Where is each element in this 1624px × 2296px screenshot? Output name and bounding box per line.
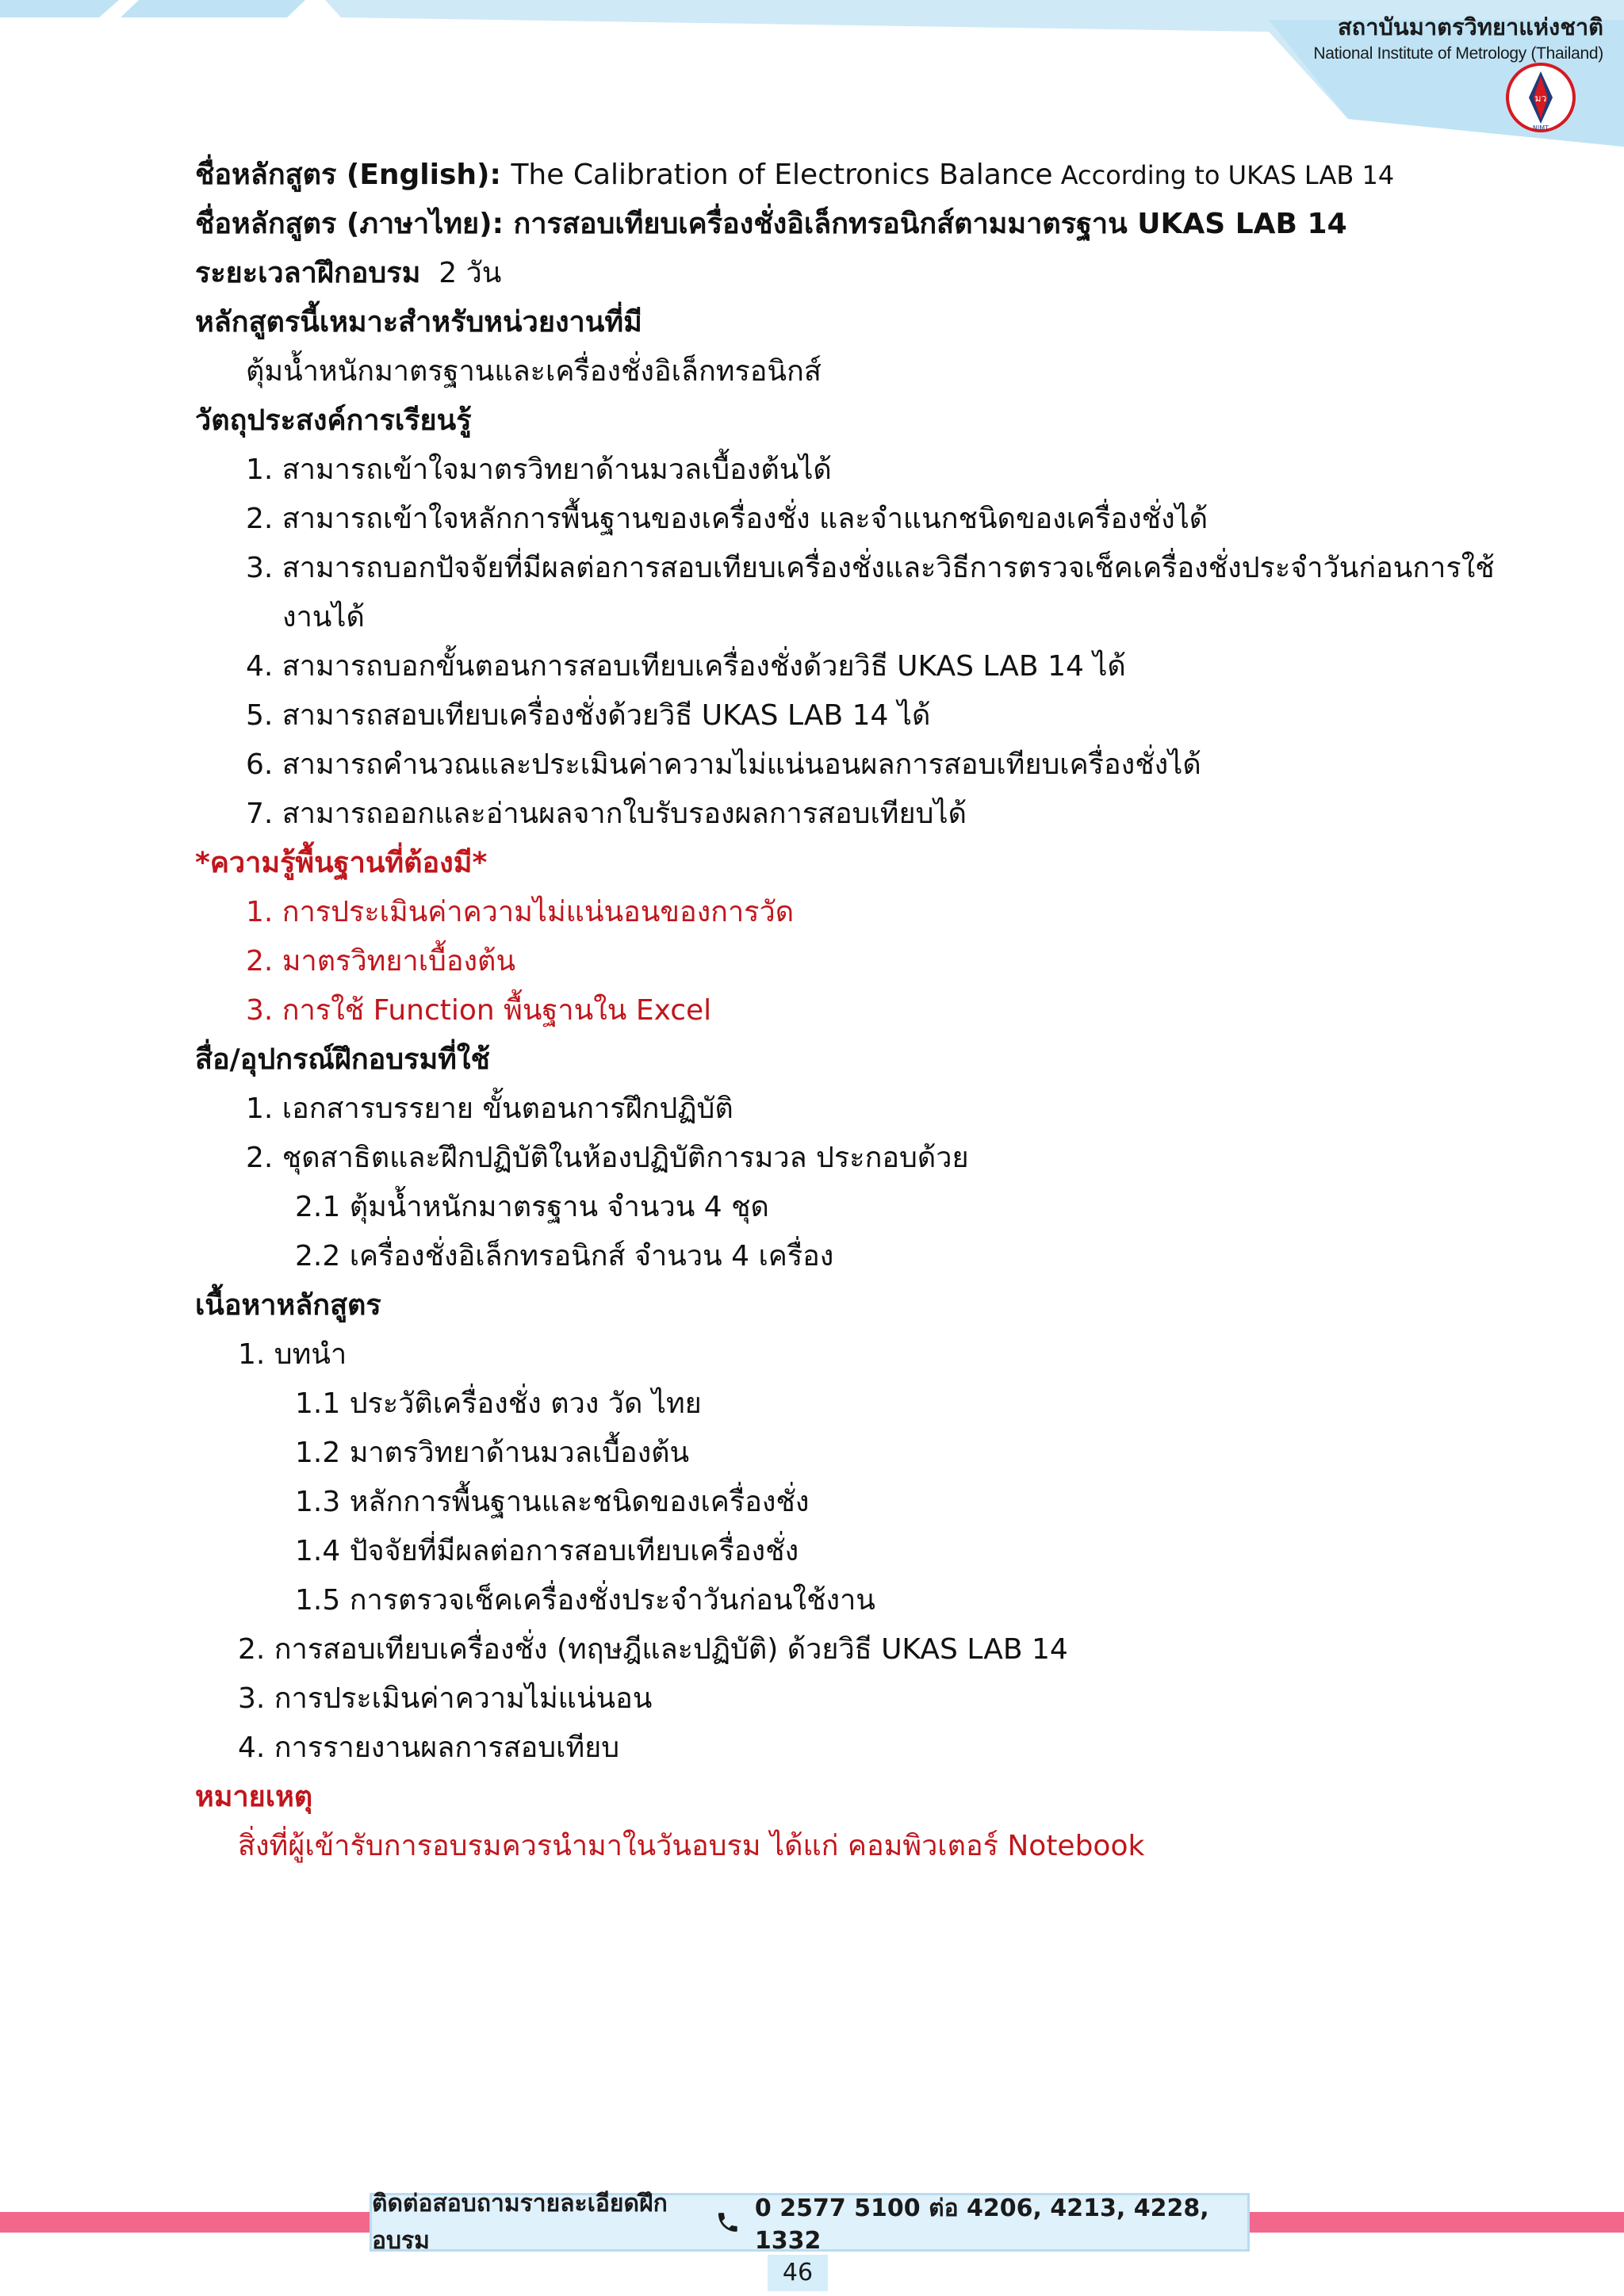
media-heading: สื่อ/อุปกรณ์ฝึกอบรมที่ใช้ bbox=[195, 1043, 490, 1076]
content-sub-item: 1.2 มาตรวิทยาด้านมวลเบื้องต้น bbox=[295, 1437, 690, 1469]
objective-item: 1. สามารถเข้าใจมาตรวิทยาด้านมวลเบื้องต้นได้ bbox=[246, 453, 832, 486]
page-number: 46 bbox=[768, 2255, 828, 2291]
content-sub-item: 1.3 หลักการพื้นฐานและชนิดของเครื่องชั่ง bbox=[295, 1486, 810, 1518]
prereq-item: 3. การใช้ Function พื้นฐานใน Excel bbox=[246, 994, 712, 1027]
content-item: 2. การสอบเทียบเครื่องชั่ง (ทฤษฎีและปฏิบัติ) ด้วยวิธี UKAS LAB 14 bbox=[238, 1633, 1068, 1666]
objective-item-continued: งานได้ bbox=[282, 601, 365, 633]
nimt-logo-icon bbox=[1505, 62, 1576, 133]
logo-text-top: มว bbox=[1534, 93, 1547, 104]
content-item: 4. การรายงานผลการสอบเทียบ bbox=[238, 1732, 620, 1764]
media-item: 2. ชุดสาธิตและฝึกปฏิบัติในห้องปฏิบัติการมวล ประกอบด้วย bbox=[246, 1142, 969, 1174]
prereq-item: 1. การประเมินค่าความไม่แน่นอนของการวัด bbox=[246, 896, 795, 928]
contact-phone: 0 2577 5100 ต่อ 4206, 4213, 4228, 1332 bbox=[754, 2195, 1209, 2255]
content-sub-item: 1.5 การตรวจเช็คเครื่องชั่งประจำวันก่อนใช้งาน bbox=[295, 1584, 875, 1617]
media-sub-item: 2.1 ตุ้มน้ำหนักมาตรฐาน จำนวน 4 ชุด bbox=[295, 1191, 769, 1223]
target-text: ตุ้มน้ำหนักมาตรฐานและเครื่องชั่งอิเล็กทรอนิกส์ bbox=[246, 355, 822, 388]
objective-item: 2. สามารถเข้าใจหลักการพื้นฐานของเครื่องชั่ง และจำแนกชนิดของเครื่องชั่งได้ bbox=[246, 503, 1208, 535]
content-heading: เนื้อหาหลักสูตร bbox=[195, 1289, 381, 1322]
media-sub-item: 2.2 เครื่องชั่งอิเล็กทรอนิกส์ จำนวน 4 เครื่อง bbox=[295, 1240, 834, 1272]
objectives-heading: วัตถุประสงค์การเรียนรู้ bbox=[195, 404, 472, 437]
org-name-en: National Institute of Metrology (Thailand) bbox=[1313, 44, 1603, 63]
objective-item: 5. สามารถสอบเทียบเครื่องชั่งด้วยวิธี UKAS LAB 14 ได้ bbox=[246, 699, 931, 732]
prereq-item: 2. มาตรวิทยาเบื้องต้น bbox=[246, 945, 516, 978]
note-heading: หมายเหตุ bbox=[195, 1781, 313, 1813]
objective-item: 4. สามารถบอกขั้นตอนการสอบเทียบเครื่องชั่งด้วยวิธี UKAS LAB 14 ได้ bbox=[246, 650, 1126, 683]
content-item: 3. การประเมินค่าความไม่แน่นอน bbox=[238, 1682, 653, 1715]
content-item: 1. บทนำ bbox=[238, 1338, 347, 1371]
objective-item: 3. สามารถบอกปัจจัยที่มีผลต่อการสอบเทียบเครื่องชั่งและวิธีการตรวจเช็คเครื่องชั่งประจำวันก่อนการใช้ bbox=[246, 552, 1495, 584]
content-sub-item: 1.4 ปัจจัยที่มีผลต่อการสอบเทียบเครื่องชั่ง bbox=[295, 1535, 799, 1567]
course-name-th: ชื่อหลักสูตร (ภาษาไทย): การสอบเทียบเครื่องชั่งอิเล็กทรอนิกส์ตามมาตรฐาน UKAS LAB 14 bbox=[195, 208, 1347, 240]
logo-text-bottom: NIMT bbox=[1532, 124, 1549, 132]
prereq-heading: *ความรู้พื้นฐานที่ต้องมี* bbox=[195, 847, 488, 879]
course-content bbox=[195, 151, 1496, 1871]
header-org bbox=[1313, 11, 1603, 65]
target-heading: หลักสูตรนี้เหมาะสำหรับหน่วยงานที่มี bbox=[195, 306, 642, 339]
contact-label: ติดต่อสอบถามรายละเอียดฝึกอบรม bbox=[372, 2190, 668, 2255]
course-name-en: ชื่อหลักสูตร (English): The Calibration of Electronics Balance According to UKAS LAB 14 bbox=[195, 159, 1395, 191]
content-sub-item: 1.1 ประวัติเครื่องชั่ง ตวง วัด ไทย bbox=[295, 1387, 702, 1420]
objective-item: 6. สามารถคำนวณและประเมินค่าความไม่แน่นอนผลการสอบเทียบเครื่องชั่งได้ bbox=[246, 748, 1201, 781]
objective-item: 7. สามารถออกและอ่านผลจากใบรับรองผลการสอบเทียบได้ bbox=[246, 798, 967, 830]
phone-icon bbox=[715, 2209, 741, 2236]
media-item: 1. เอกสารบรรยาย ขั้นตอนการฝึกปฏิบัติ bbox=[246, 1093, 733, 1125]
org-name-th: สถาบันมาตรวิทยาแห่งชาติ bbox=[1337, 13, 1603, 40]
course-duration: ระยะเวลาฝึกอบรม 2 วัน bbox=[195, 257, 502, 289]
note-text: สิ่งที่ผู้เข้ารับการอบรมควรนำมาในวันอบรม ได้แก่ คอมพิวเตอร์ Notebook bbox=[238, 1830, 1145, 1862]
contact-box bbox=[370, 2190, 1250, 2255]
